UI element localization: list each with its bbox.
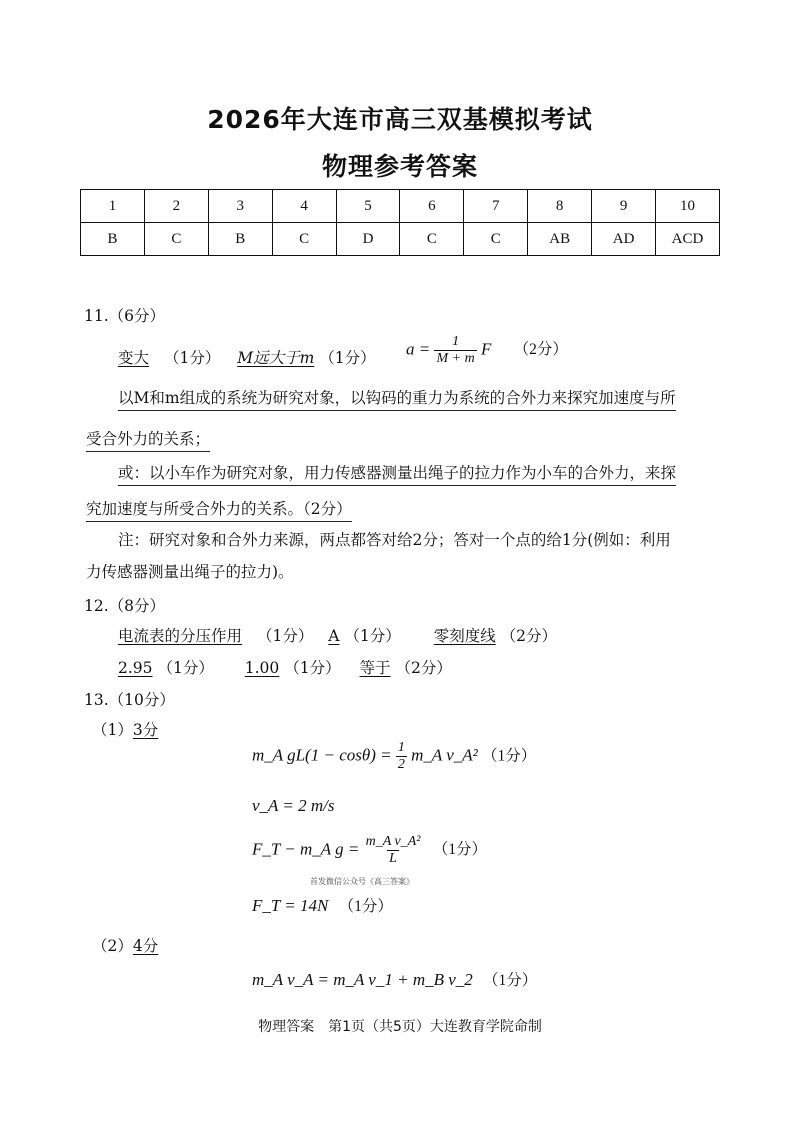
q13-eq1-fraction [396,740,407,773]
q11-formula-numerator: 1 [452,334,460,349]
q13-eq5-text: m_A v_A = m_A v_1 + m_B v_2 [252,970,473,989]
page-subtitle: 物理参考答案 [321,152,478,181]
q11-line-3-text: 或：以小车作为研究对象，用力传感器测量出绳子的拉力作为小车的合外力，来探 [118,464,676,486]
q12-answer-6-score: （2分） [395,659,452,677]
answer-cell: C [464,223,528,256]
q13-eq1-lhs: m_A gL(1 − cosθ) = [252,745,392,765]
q13-equation-2: v_A = 2 m/s [252,796,335,815]
q11-answer-2-score: （1分） [319,349,376,367]
q11-line-2 [86,427,210,449]
answer-cell: D [336,223,400,256]
q11-formula-score: （2分） [513,341,568,359]
q12-answer-3: 零刻度线 [433,627,496,645]
q12-answer-6: 等于 [359,659,391,677]
q13-eq4-score: （1分） [338,898,393,915]
q13-eq3-fraction [364,834,423,867]
answer-table-number-row [81,190,720,223]
question-number: 9 [592,190,656,223]
q13-eq3-score: （1分） [432,841,487,859]
q13-equation-1 [252,740,536,773]
q11-formula-rhs: F [480,339,492,359]
q12-answer-2-score: （1分） [344,627,401,645]
q11-formula-lhs: a = [406,339,431,359]
q13-part-1 [92,718,158,740]
q13-part-1-label: （1） [92,721,133,739]
q11-line-2-text: 受合外力的关系； [86,430,210,452]
q11-answer-1-score: （1分） [163,349,221,367]
q11-formula-fraction [434,334,476,367]
q13-eq1-denominator: 2 [397,757,405,772]
q11-formula-denominator: M + m [436,351,475,366]
q11-answer-row [118,346,376,368]
watermark-text: 首发微信公众号《高三答案》 [310,877,414,886]
q13-part-2 [92,934,158,956]
q12-row-1 [118,624,557,646]
answer-cell: AB [528,223,592,256]
q13-part-2-score: 4分 [132,937,159,955]
q12-answer-5: 1.00 [244,659,280,677]
question-number: 4 [272,190,336,223]
q11-line-1-text: 以M和m组成的系统为研究对象，以钩码的重力为系统的合外力来探究加速度与所 [118,389,676,411]
page-footer: 物理答案 第1页（共5页）大连教育学院命制 [258,1019,542,1035]
q12-answer-2: A [328,627,340,645]
question-number: 5 [336,190,400,223]
q12-answer-1: 电流表的分压作用 [118,627,243,645]
q12-row-2 [118,656,452,678]
q11-answer-1: 变大 [118,349,150,367]
q11-answer-2: M远大于m [237,349,315,367]
answer-cell: ACD [656,223,720,256]
q11-note-2: 力传感器测量出绳子的拉力)。 [86,563,294,581]
answer-cell: B [81,223,145,256]
q12-answer-1-score: （1分） [256,627,314,645]
answer-cell: C [400,223,464,256]
q13-equation-3 [252,834,487,867]
q11-formula [406,334,568,367]
q13-part-1-score: 3分 [132,721,159,739]
q13-eq1-numerator: 1 [397,740,405,755]
q13-eq3-denominator: L [389,851,397,866]
q13-eq3-lhs: F_T − m_A g = [252,839,360,859]
question-number: 7 [464,190,528,223]
page-title: 2026年大连市高三双基模拟考试 [207,105,593,134]
question-number: 6 [400,190,464,223]
answer-table-answer-row [81,223,720,256]
q13-heading: 13.（10分） [84,691,175,709]
q11-heading: 11.（6分） [84,307,166,325]
answer-cell: C [272,223,336,256]
q13-eq1-rhs: m_A v_A² [411,745,478,765]
question-number: 10 [656,190,720,223]
q13-equation-5 [252,968,537,990]
question-number: 1 [81,190,145,223]
question-number: 8 [528,190,592,223]
answer-table [80,189,720,256]
q11-note-1: 注：研究对象和合外力来源，两点都答对给2分；答对一个点的给1分(例如：利用 [118,531,671,549]
q12-answer-5-score: （1分） [284,659,341,677]
q13-eq4-text: F_T = 14N [252,896,329,915]
answer-cell: AD [592,223,656,256]
q12-heading: 12.（8分） [84,597,166,615]
q12-answer-4: 2.95 [118,659,153,677]
q11-line-3 [118,461,676,483]
q13-eq3-numerator: m_A v_A² [365,834,421,849]
q13-eq1-score: （1分） [481,747,537,765]
question-number: 2 [144,190,208,223]
question-number: 3 [208,190,272,223]
q12-answer-3-score: （2分） [500,627,558,645]
q11-line-4 [86,497,352,519]
answer-cell: C [144,223,208,256]
answer-cell: B [208,223,272,256]
q11-line-1 [118,386,676,408]
q13-part-2-label: （2） [92,937,133,955]
q13-equation-4 [252,894,393,916]
q13-eq5-score: （1分） [483,972,538,989]
q12-answer-4-score: （1分） [157,659,214,677]
q11-line-4-text: 究加速度与所受合外力的关系。（2分） [86,500,352,522]
